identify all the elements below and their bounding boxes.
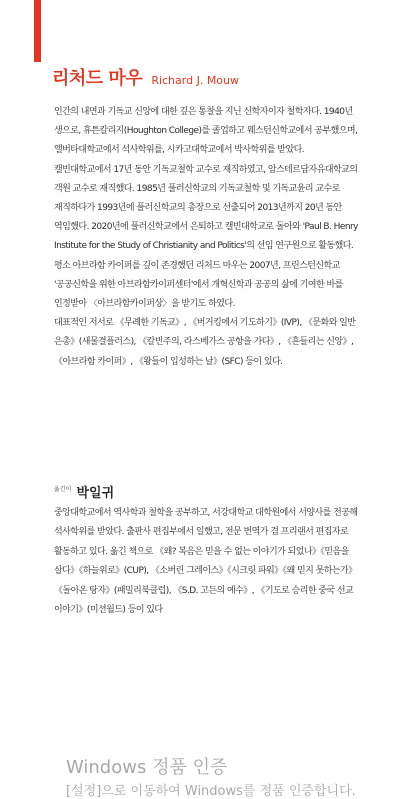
accent-bar [34,0,41,62]
author-name-korean: 리처드 마우 [52,68,143,89]
author-name-english: Richard J. Mouw [151,74,240,87]
author-bio-paragraph: 평소 아브라함 카이퍼를 깊이 존경했던 리처드 마우는 2007년, 프린스턴신학교 '공공신학을 위한 아브라함카이퍼센터'에서 개혁신학과 공공의 삶에 기여한 바를 인정받아 〈아브라함카이퍼상〉을 받기도 하였다. [54,260,343,310]
translator-role-label: 옮긴이 [54,486,72,493]
translator-name: 박일귀 [76,486,115,501]
author-header [52,64,239,90]
author-bio [54,103,364,372]
watermark-title: Windows 정품 인증 [66,757,228,778]
windows-activation-watermark [66,753,356,799]
author-bio-paragraph: 대표적인 저서로 《무례한 기독교》, 《버거킹에서 기도하기》(IVP), 《문화와 일반 은총》(새물결플러스), 《칼빈주의, 라스베가스 공항을 가다》, 《흔들리는 신앙》, 《아브라함 카이퍼》, 《왕들이 입성하는 날》(SFC) 등이 있다. [54,318,356,367]
translator-header [54,482,114,501]
author-bio-paragraph: 캘빈대학교에서 17년 동안 기독교철학 교수로 재직하였고, 암스테르담자유대학교의 객원 교수로 재직했다. 1985년 풀러신학교의 기독교철학 및 기독교윤리 교수로 재직하다가 1993년에 풀러신학교의 총장으로 선출되어 2013년까지 20년 동안 역임했다. 2020년에 풀러신학교에서 은퇴하고 캘빈대학교로 돌아와 'Paul B. Henry Institute for the Study of Christianity and Politics'의 선임 연구원으로 활동했다. [54,164,358,252]
translator-bio [54,504,366,620]
translator-bio-paragraph: 중앙대학교에서 역사학과 철학을 공부하고, 서강대학교 대학원에서 서양사를 전공해 석사학위를 받았다. 출판사 편집부에서 일했고, 전문 번역가 겸 프리랜서 편집자로 활동하고 있다. 옮긴 책으로 《왜? 복음은 믿을 수 없는 이야기가 되었나》《믿음을 살다》《하늘위로》(CUP), 《소버린 그레이스》《시크릿 파워》《왜 믿지 못하는가》《돌아온 탕자》(패밀리북클럽), 《S.D. 고든의 예수》, 《기도로 승리한 중국 선교 이야기》(미션월드) 등이 있다 [54,508,358,616]
author-bio-paragraph: 인간의 내면과 기독교 신앙에 대한 깊은 통찰을 지닌 신학자이자 철학자다. 1940년 생으로, 휴튼칼리지(Houghton College)를 졸업하고 웨스턴신학교에서 공부했으며, 앨버타대학교에서 석사학위를, 시카고대학교에서 박사학위를 받았다. [54,107,358,156]
watermark-subtitle: [설정]으로 이동하여 Windows를 정품 인증합니다. [66,784,356,799]
